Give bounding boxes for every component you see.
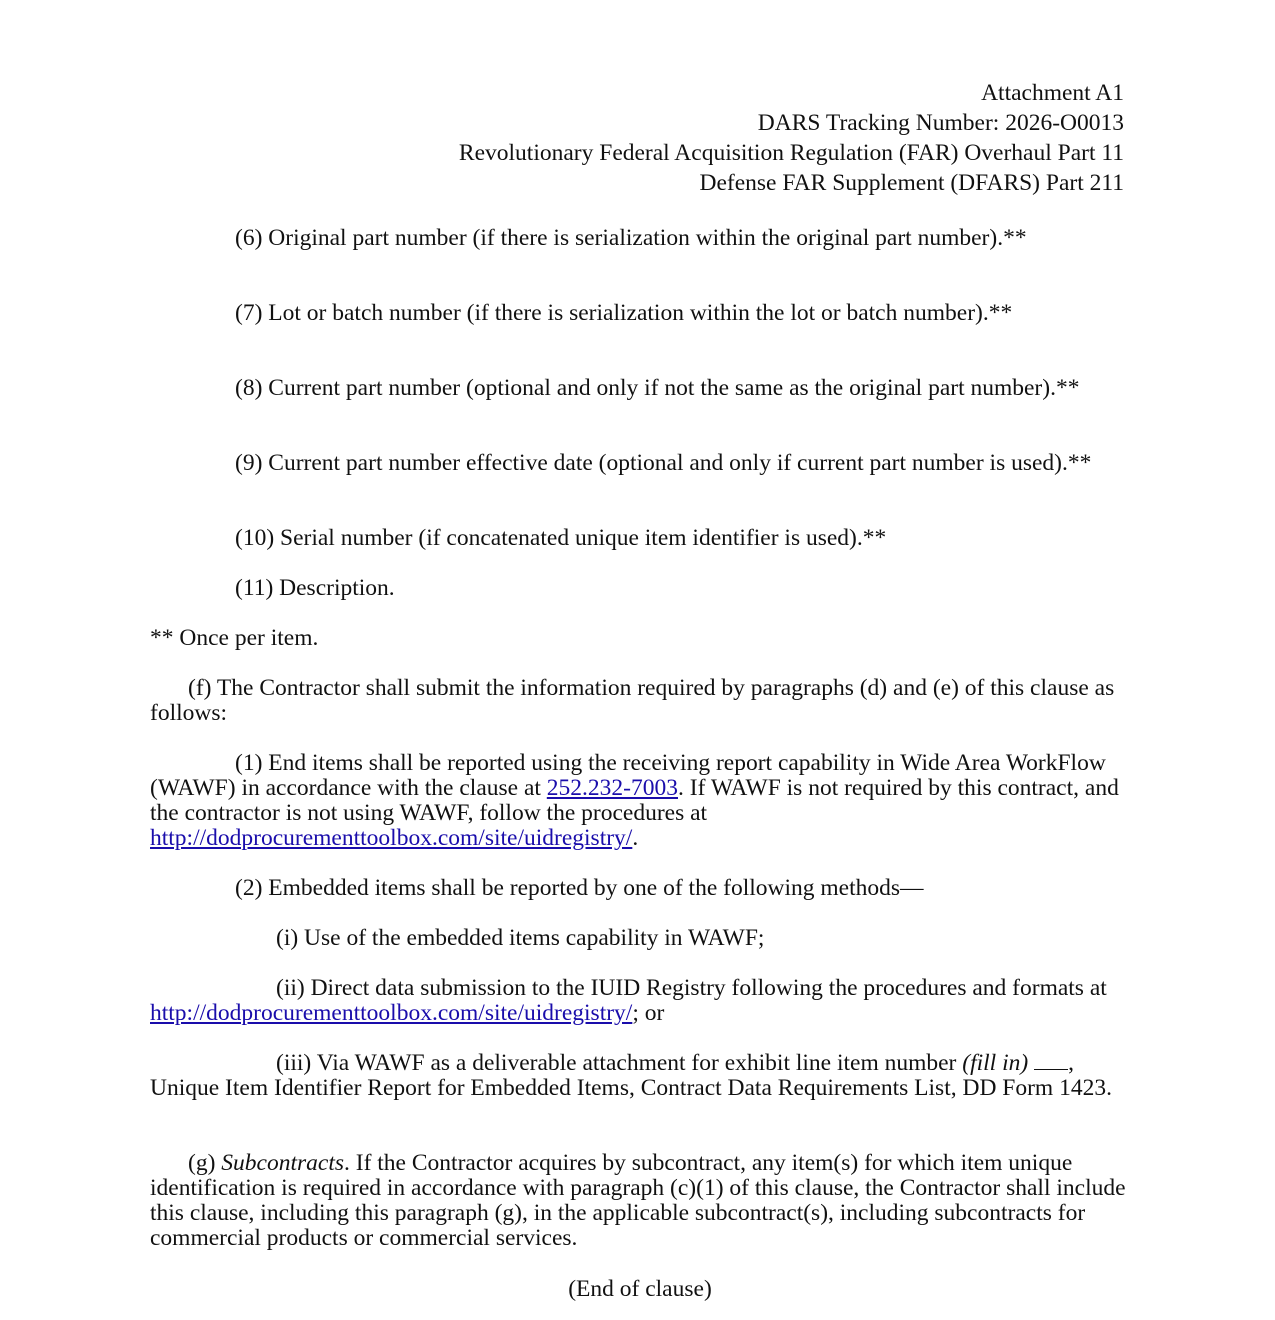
tracking-number: DARS Tracking Number: 2026-O0013 bbox=[757, 110, 1124, 136]
uid-registry-link[interactable]: http://dodprocurementtoolbox.com/site/uidregistry/ bbox=[150, 825, 633, 851]
f2ii-text-a: (ii) Direct data submission to the IUID Registry following the procedures and formats at bbox=[276, 975, 1107, 1001]
item-7: (7) Lot or batch number (if there is serialization within the lot or batch number).** bbox=[235, 300, 1013, 326]
fill-in-comma: , bbox=[1068, 1050, 1074, 1076]
far-part-title: Revolutionary Federal Acquisition Regulation (FAR) Overhaul Part 11 bbox=[458, 140, 1124, 166]
f1-text-b: . If WAWF is not required by this contract, and the contractor is not using WAWF, follow the procedures at bbox=[150, 775, 1119, 826]
attachment-label: Attachment A1 bbox=[981, 80, 1124, 106]
paragraph-g bbox=[150, 1151, 1130, 1251]
g-text: . If the Contractor acquires by subcontract, any item(s) for which item unique identification is required in accordance with paragraph (c)(1) of this clause, the Contractor shall include this clause, including this paragraph (g), in the applicable subcontract(s), including subcontracts for commercial products or commercial services. bbox=[150, 1150, 1126, 1251]
document-header bbox=[459, 78, 1124, 198]
paragraph-f-2-i: (i) Use of the embedded items capability in WAWF; bbox=[276, 925, 765, 951]
item-8: (8) Current part number (optional and only if not the same as the original part number).** bbox=[235, 375, 1080, 401]
dfars-part-title: Defense FAR Supplement (DFARS) Part 211 bbox=[699, 170, 1124, 196]
subcontracts-heading: Subcontracts bbox=[221, 1150, 344, 1176]
paragraph-f-2-ii bbox=[150, 976, 1130, 1026]
fill-in-blank[interactable] bbox=[1034, 1051, 1068, 1070]
item-6: (6) Original part number (if there is serialization within the original part number).** bbox=[235, 225, 1027, 251]
item-11: (11) Description. bbox=[235, 575, 395, 601]
once-per-item-note: ** Once per item. bbox=[150, 625, 319, 651]
item-9: (9) Current part number effective date (optional and only if current part number is used).** bbox=[235, 450, 1092, 476]
f2ii-text-b: ; or bbox=[632, 1000, 665, 1026]
item-10: (10) Serial number (if concatenated unique item identifier is used).** bbox=[235, 525, 887, 551]
paragraph-f-2: (2) Embedded items shall be reported by one of the following methods— bbox=[235, 875, 924, 901]
f1-text-a: (1) End items shall be reported using the receiving report capability in Wide Area WorkFlow (WAWF) in accordance with the clause at bbox=[150, 750, 1106, 801]
g-label: (g) bbox=[188, 1150, 222, 1176]
end-of-clause: (End of clause) bbox=[568, 1276, 712, 1302]
paragraph-f-2-iii bbox=[150, 1051, 1130, 1101]
clause-252-232-7003-link[interactable]: 252.232-7003 bbox=[546, 775, 678, 801]
fill-in-label: (fill in) bbox=[962, 1050, 1029, 1076]
paragraph-f: (f) The Contractor shall submit the information required by paragraphs (d) and (e) of this clause as follows: bbox=[150, 675, 1115, 726]
paragraph-f-1 bbox=[150, 751, 1130, 851]
f2iii-text-b: Unique Item Identifier Report for Embedded Items, Contract Data Requirements List, DD Form 1423. bbox=[150, 1075, 1112, 1101]
uid-registry-link-2[interactable]: http://dodprocurementtoolbox.com/site/uidregistry/ bbox=[150, 1000, 633, 1026]
f1-text-c: . bbox=[632, 825, 639, 851]
f2iii-text-a: (iii) Via WAWF as a deliverable attachment for exhibit line item number bbox=[276, 1050, 963, 1076]
